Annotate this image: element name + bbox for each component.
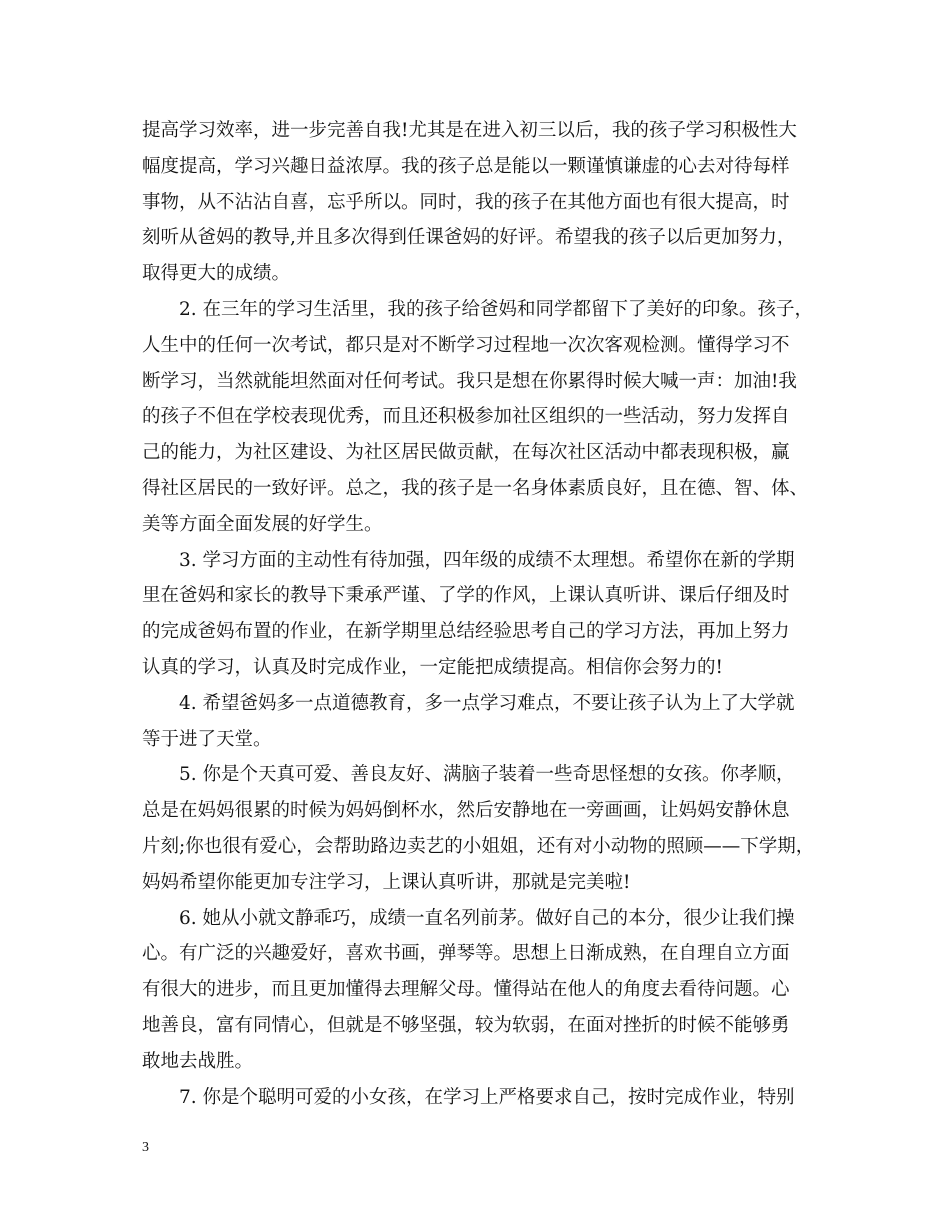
text-line: 4. 希望爸妈多一点道德教育，多一点学习难点，不要让孩子认为上了大学就	[179, 692, 795, 714]
text-line: 敢地去战胜。	[142, 1050, 254, 1072]
text-line: 2. 在三年的学习生活里，我的孩子给爸妈和同学都留下了美好的印象。孩子，	[179, 298, 814, 320]
text-line: 3. 学习方面的主动性有待加强，四年级的成绩不太理想。希望你在新的学期	[179, 549, 795, 571]
text-line: 等于进了天堂。	[142, 728, 272, 750]
text-line: 妈妈希望你能更加专注学习，上课认真听讲，那就是完美啦!	[142, 871, 631, 893]
text-line: 事物，从不沾沾自喜，忘乎所以。同时，我的孩子在其他方面也有很大提高，时	[142, 191, 790, 213]
text-line: 片刻;你也很有爱心，会帮助路边卖艺的小姐姐，还有对小动物的照顾——下学期，	[142, 835, 815, 857]
paragraph-1	[142, 113, 810, 292]
text-line: 的完成爸妈布置的作业，在新学期里总结经验思考自己的学习方法，再加上努力	[142, 621, 790, 643]
text-line: 认真的学习，认真及时完成作业，一定能把成绩提高。相信你会努力的!	[142, 656, 723, 678]
paragraph-3	[142, 543, 810, 686]
text-line: 提高学习效率，进一步完善自我!尤其是在进入初三以后，我的孩子学习积极性大	[142, 120, 797, 141]
text-line: 得社区居民的一致好评。总之，我的孩子是一名身体素质良好，且在德、智、体、	[142, 477, 809, 499]
text-line: 5. 你是个天真可爱、善良友好、满脑子装着一些奇思怪想的女孩。你孝顺，	[179, 764, 795, 786]
paragraph-5	[142, 757, 815, 900]
paragraph-7	[142, 1080, 810, 1116]
paragraph-6	[142, 901, 810, 1080]
page-number: 3	[142, 1140, 149, 1155]
text-line: 心。有广泛的兴趣爱好，喜欢书画，弹琴等。思想上日渐成熟，在自理自立方面	[142, 943, 790, 965]
text-line: 美等方面全面发展的好学生。	[142, 513, 383, 535]
text-line: 幅度提高，学习兴趣日益浓厚。我的孩子总是能以一颗谨慎谦虚的心去对待每样	[142, 155, 790, 177]
paragraph-4	[142, 686, 810, 758]
text-line: 总是在妈妈很累的时候为妈妈倒杯水，然后安静地在一旁画画，让妈妈安静休息	[142, 800, 790, 822]
text-line: 地善良，富有同情心，但就是不够坚强，较为软弱，在面对挫折的时候不能够勇	[142, 1014, 790, 1036]
text-line: 的孩子不但在学校表现优秀，而且还积极参加社区组织的一些活动，努力发挥自	[142, 406, 790, 428]
text-line: 己的能力，为社区建设、为社区居民做贡献，在每次社区活动中都表现积极，赢	[142, 442, 790, 464]
text-line: 人生中的任何一次考试，都只是对不断学习过程地一次次客观检测。懂得学习不	[142, 334, 790, 356]
document-body	[142, 113, 815, 1115]
text-line: 有很大的进步，而且更加懂得去理解父母。懂得站在他人的角度去看待问题。心	[142, 979, 790, 1001]
text-line: 6. 她从小就文静乖巧，成绩一直名列前茅。做好自己的本分，很少让我们操	[179, 907, 795, 929]
text-line: 断学习，当然就能坦然面对任何考试。我只是想在你累得时候大喊一声：加油!我	[142, 370, 797, 392]
paragraph-2	[142, 292, 814, 543]
text-line: 取得更大的成绩。	[142, 263, 291, 285]
text-line: 刻听从爸妈的教导,并且多次得到任课爸妈的好评。希望我的孩子以后更加努力，	[142, 227, 796, 249]
text-line: 里在爸妈和家长的教导下秉承严谨、了学的作风，上课认真听讲、课后仔细及时	[142, 585, 790, 607]
text-line: 7. 你是个聪明可爱的小女孩，在学习上严格要求自己，按时完成作业，特别	[179, 1086, 795, 1108]
